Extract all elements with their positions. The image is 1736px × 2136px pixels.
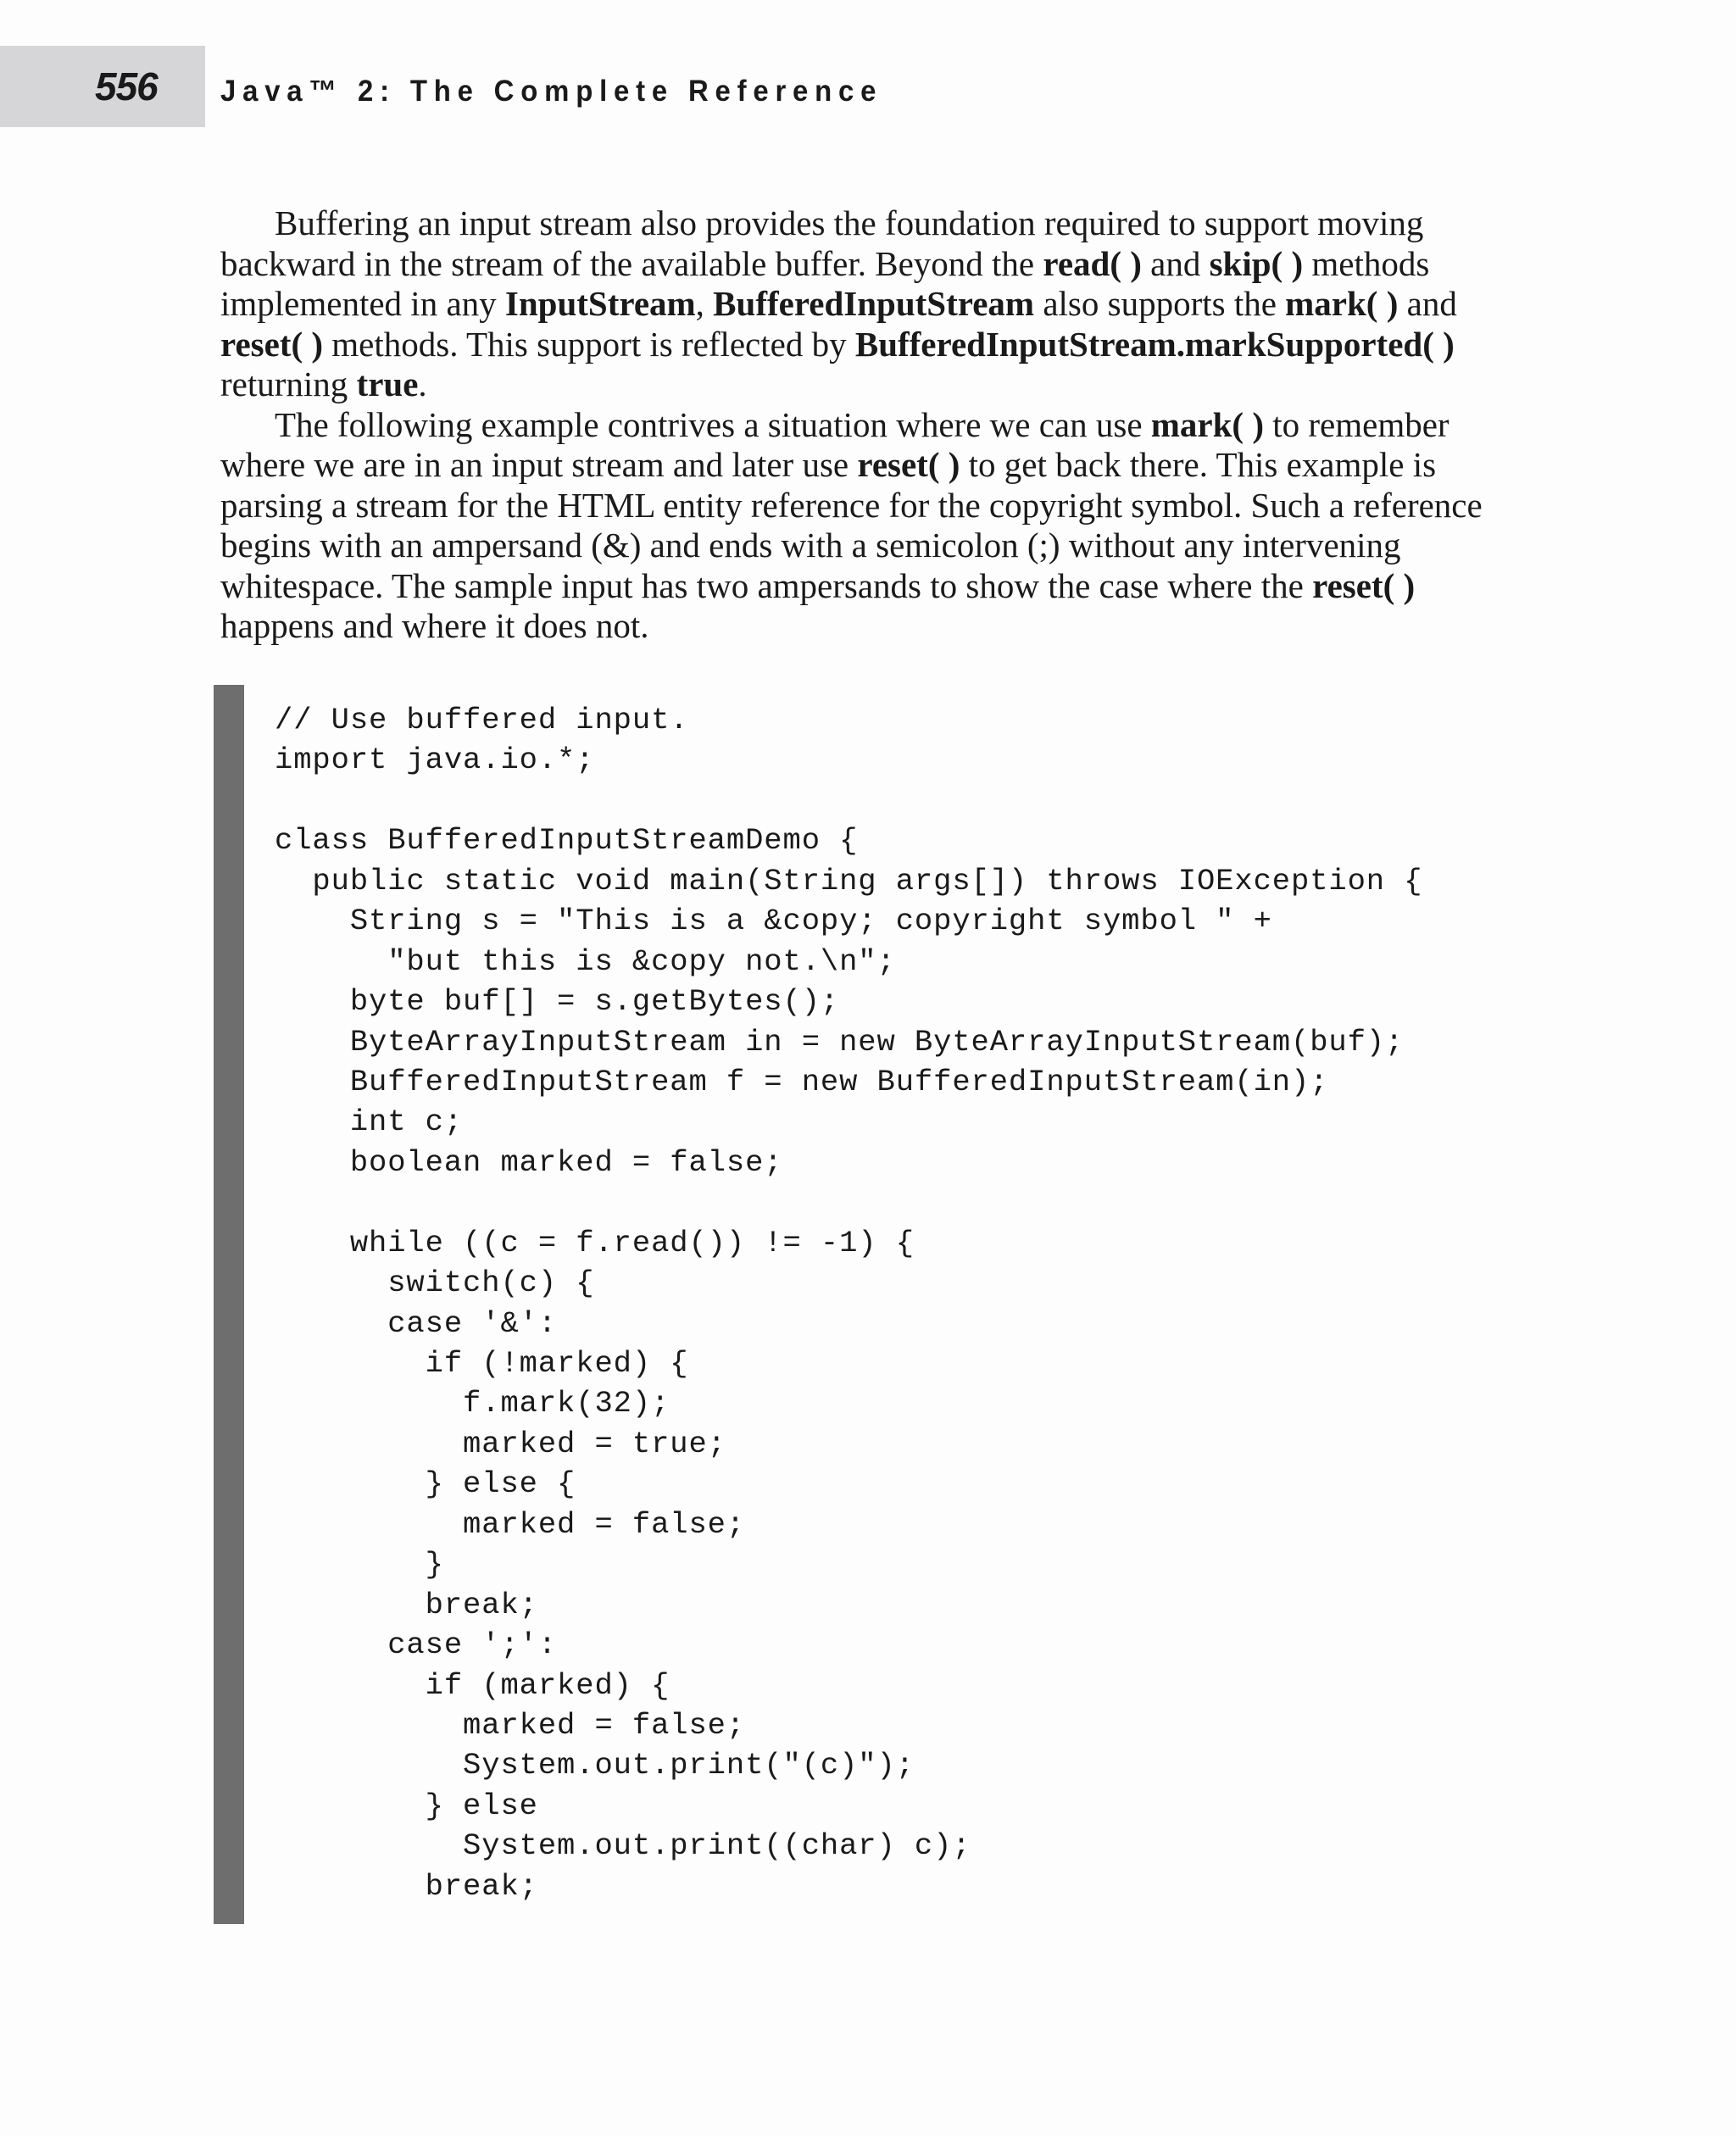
code-sidebar-bar [214, 685, 244, 1924]
code-line: } [275, 1547, 444, 1583]
code-line: if (marked) { [275, 1667, 670, 1703]
code-line: marked = false; [275, 1707, 746, 1743]
bold-term: true [356, 364, 419, 403]
code-line: break; [275, 1587, 538, 1622]
code-line: boolean marked = false; [275, 1144, 783, 1180]
bold-term: read( ) [1043, 243, 1142, 283]
bold-term: BufferedInputStream [713, 284, 1035, 323]
code-line: int c; [275, 1104, 464, 1140]
code-listing [275, 700, 1422, 1906]
text-run: also supports the [1034, 284, 1286, 323]
text-run: to get back there. This example is parsing a stream for the HTML entity reference for the copyright symbol. Such a reference begins with an ampersand (&) and ends with a semicolon (;) without any intervening whitespace. The sample input has two ampersands to show the case where the [220, 445, 1483, 605]
text-run: methods. This support is reflected by [323, 324, 855, 364]
text-run: The following example contrives a situation where we can use [275, 404, 1151, 444]
code-line: // Use buffered input. [275, 703, 689, 737]
code-line: ByteArrayInputStream in = new ByteArrayInputStream(buf); [275, 1024, 1405, 1060]
text-run: . [418, 364, 427, 403]
text-run: Buffering an input stream also provides the foundation required to support moving backward in the stream of the available buffer. Beyond the [220, 203, 1424, 283]
text-run: to remember where we are in an input stream and later use [220, 404, 1449, 484]
code-line: byte buf[] = s.getBytes(); [275, 984, 840, 1020]
code-line: } else [275, 1788, 538, 1823]
bold-term: reset( ) [1312, 565, 1416, 605]
code-line: BufferedInputStream f = new BufferedInputStream(in); [275, 1064, 1329, 1099]
bold-term: reset( ) [220, 324, 324, 364]
code-line: case '&': [275, 1305, 558, 1341]
code-line: public static void main(String args[]) throws IOException { [275, 863, 1423, 898]
bold-term: reset( ) [857, 445, 960, 484]
code-line: } else { [275, 1466, 576, 1502]
bold-term: mark( ) [1150, 404, 1264, 444]
code-line: f.mark(32); [275, 1386, 670, 1421]
code-line: case ';': [275, 1627, 558, 1663]
bold-term: mark( ) [1285, 284, 1399, 323]
code-line: marked = false; [275, 1506, 746, 1542]
code-line: System.out.print("(c)"); [275, 1748, 915, 1783]
code-line [275, 1182, 1422, 1222]
code-line: import java.io.*; [275, 743, 595, 778]
code-line: System.out.print((char) c); [275, 1828, 971, 1864]
text-run: , [695, 284, 714, 323]
code-line: String s = "This is a &copy; copyright symbol " + [275, 904, 1272, 939]
code-line: "but this is &copy not.\n"; [275, 943, 896, 979]
bold-term: InputStream [504, 284, 696, 323]
paragraph [220, 203, 1526, 405]
text-run: returning [220, 364, 357, 403]
running-head: Java™ 2: The Complete Reference [220, 75, 883, 108]
text-run: and [1398, 284, 1457, 323]
code-line [275, 781, 1422, 820]
text-run: happens and where it does not. [220, 606, 649, 645]
code-line: switch(c) { [275, 1265, 595, 1301]
body-text [220, 203, 1526, 647]
code-line: while ((c = f.read()) != -1) { [275, 1225, 915, 1260]
text-run: and [1141, 243, 1210, 283]
code-line: if (!marked) { [275, 1346, 689, 1381]
code-line: marked = true; [275, 1426, 726, 1461]
paragraph [220, 405, 1526, 647]
code-line: class BufferedInputStreamDemo { [275, 823, 859, 859]
bold-term: BufferedInputStream.markSupported( ) [854, 324, 1455, 364]
page-number: 556 [95, 64, 158, 108]
bold-term: skip( ) [1209, 243, 1304, 283]
text-run: methods implemented in any [220, 243, 1430, 323]
code-line: break; [275, 1868, 538, 1904]
